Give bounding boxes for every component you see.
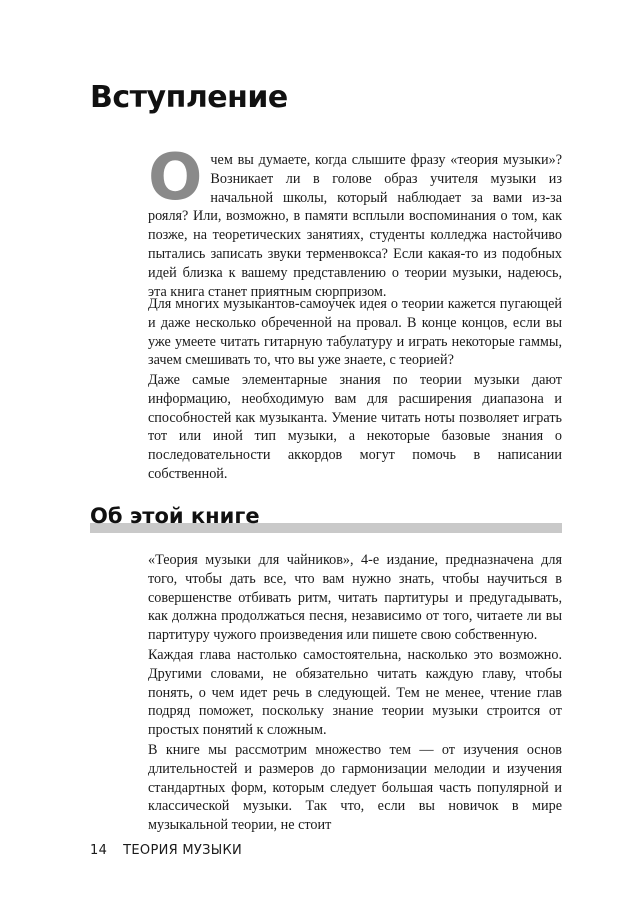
page-number: 14 xyxy=(90,843,108,858)
intro-paragraph-2: Для многих музыкантов-самоучек идея о теории кажется пугающей и даже несколько обреченной на провал. В конце концов, если вы уже умеете читать гитарную табулатуру и играть некоторые гаммы, зачем смешивать то, что вы уже знаете, с теорией? xyxy=(148,296,562,369)
intro-paragraph-1 xyxy=(148,141,562,301)
section-heading: Об этой книге xyxy=(90,504,260,528)
page-footer xyxy=(90,843,242,858)
drop-cap-letter: О xyxy=(148,141,203,215)
running-title: ТЕОРИЯ МУЗЫКИ xyxy=(123,843,243,858)
section-heading-block xyxy=(90,502,562,532)
chapter-title: Вступление xyxy=(90,80,288,115)
about-paragraph-2: Каждая глава настолько самостоятельна, насколько это возможно. Другими словами, не обязательно читать каждую главу, чтобы понять, о чем идет речь в следующей. Тем не менее, чтение глав подряд поможет, поскольку знание теории музыки строится от простых понятий к сложным. xyxy=(148,647,562,739)
about-paragraph-3: В книге мы рассмотрим множество тем — от изучения основ длительностей и размеров до гармонизации мелодии и изучения стандартных форм, которым следует большая часть популярной и классической музыки. Так что, если вы новичок в мире музыкальной теории, не стоит xyxy=(148,742,562,834)
intro-paragraph-3: Даже самые элементарные знания по теории музыки дают информацию, необходимую вам для расширения диапазона и способностей как музыканта. Умение читать ноты позволяет играть тот или иной тип музыки, а некоторые базовые знания о последовательности аккордов могут помочь в написании собственной. xyxy=(148,372,562,482)
intro-paragraph-1-text: чем вы думаете, когда слышите фразу «теория музыки»? Возникает ли в голове образ учителя музыки из начальной школы, который наблюдает за вами из-за рояля? Или, возможно, в памяти всплыли воспоминания о том, как позже, на теоретических занятиях, студенты колледжа настойчиво пытались записать звуки терменвокса? Если какая-то из подобных идей близка к вашему представлению о теории музыки, надеюсь, эта книга станет приятным сюрпризом. xyxy=(148,152,562,300)
about-paragraph-1: «Теория музыки для чайников», 4-е издание, предназначена для того, чтобы дать все, что вам нужно знать, чтобы научиться в совершенстве отбивать ритм, читать партитуры и предугадывать, как должна продолжаться песня, независимо от того, читаете ли вы партитуру чужого произведения или пишете свою собственную. xyxy=(148,552,562,644)
